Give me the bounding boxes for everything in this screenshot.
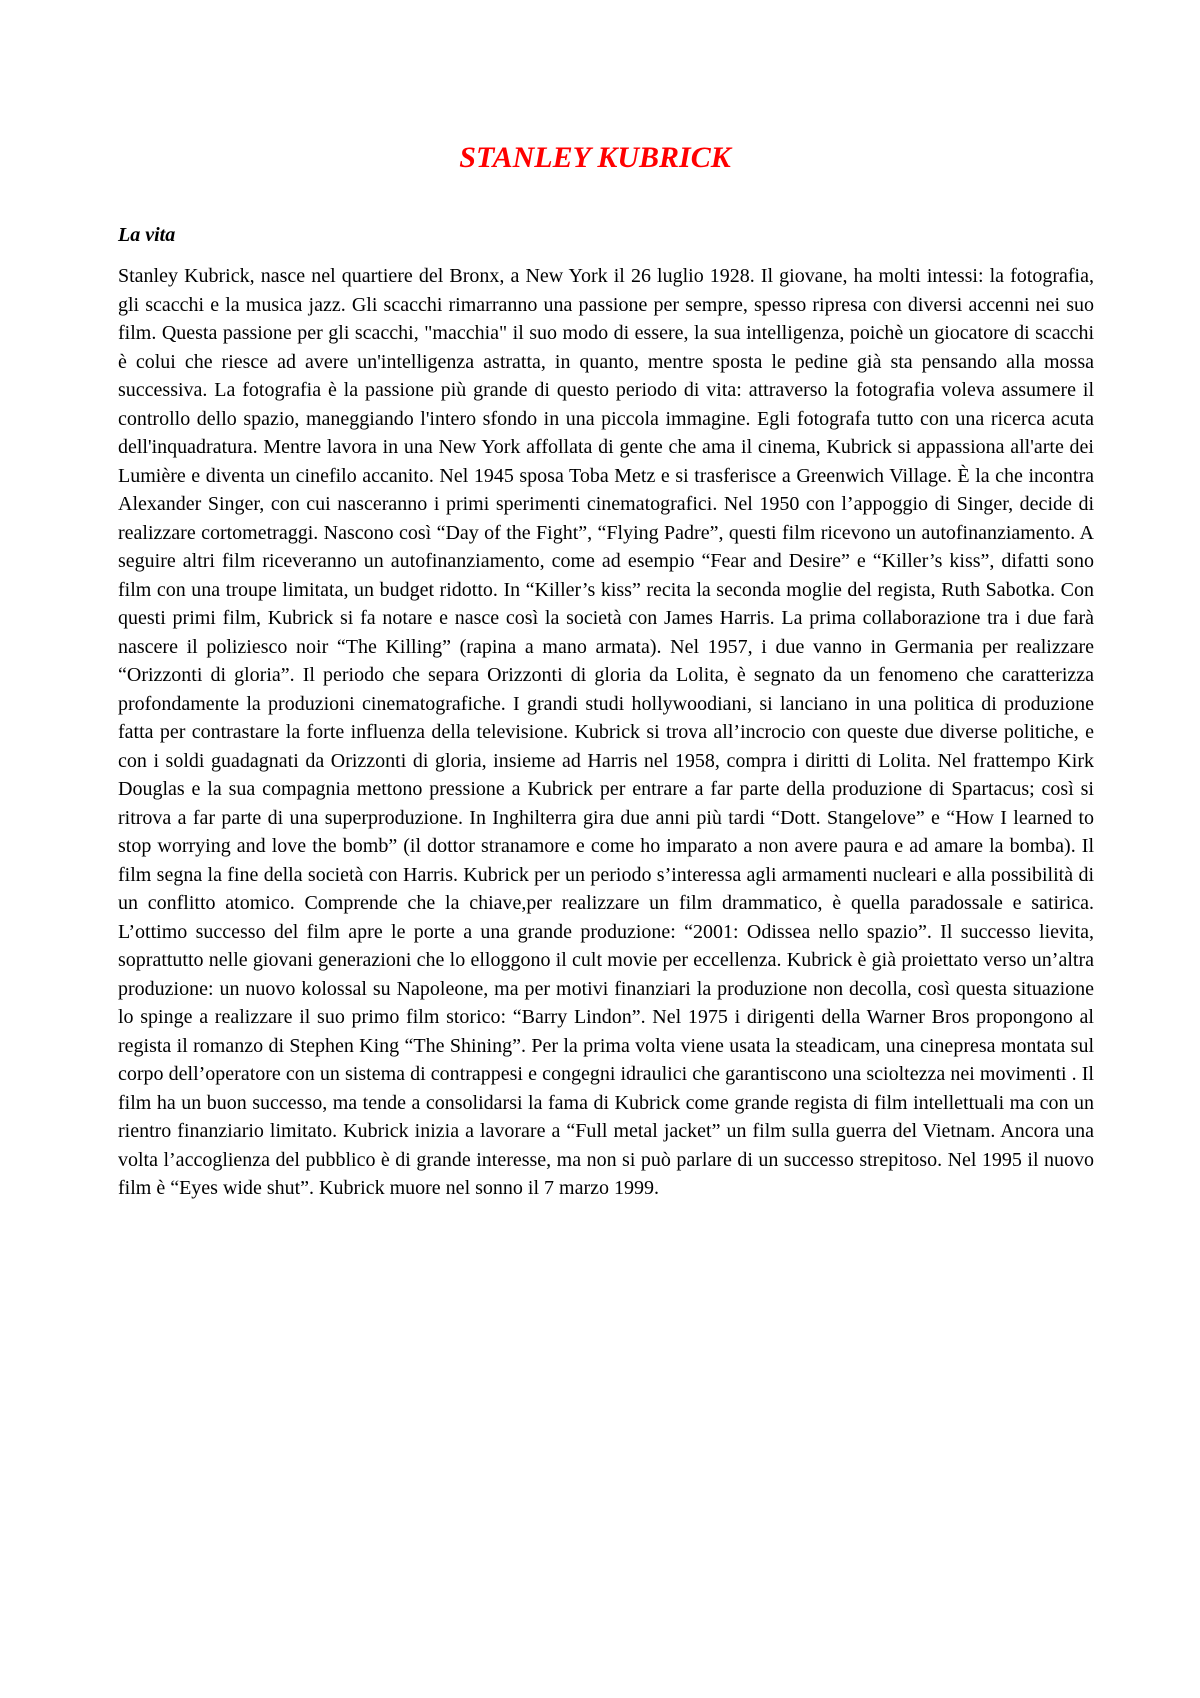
body-paragraph: Stanley Kubrick, nasce nel quartiere del Bronx, a New York il 26 luglio 1928. Il giovane, ha molti intessi: la fotografia, gli scacchi e la musica jazz. Gli scacchi rimarranno una passione per sempre, spesso ripresa con diversi accenni nei suo film. Questa passione per gli scacchi, "macchia" il suo modo di essere, la sua intelligenza, poichè un giocatore di scacchi è colui che riesce ad avere un'intelligenza astratta, in quanto, mentre sposta le pedine già sta pensando alla mossa successiva. La fotografia è la passione più grande di questo periodo di vita: attraverso la fotografia voleva assumere il controllo dello spazio, maneggiando l'intero sfondo in una piccola immagine. Egli fotografa tutto con una ricerca acuta dell'inquadratura. Mentre lavora in una New York affollata di gente che ama il cinema, Kubrick si appassiona all'arte dei Lumière e diventa un cinefilo accanito. Nel 1945 sposa Toba Metz e si trasferisce a Greenwich Village. È la che incontra Alexander Singer, con cui nasceranno i primi sperimenti cinematografici. Nel 1950 con l’appoggio di Singer, decide di realizzare cortometraggi. Nascono così “Day of the Fight”, “Flying Padre”, questi film ricevono un autofinanziamento. A seguire altri film riceveranno un autofinanziamento, come ad esempio “Fear and Desire” e “Killer’s kiss”, difatti sono film con una troupe limitata, un budget ridotto. In “Killer’s kiss” recita la seconda moglie del regista, Ruth Sabotka. Con questi primi film, Kubrick si fa notare e nasce così la società con James Harris. La prima collaborazione tra i due farà nascere il poliziesco noir “The Killing” (rapina a mano armata). Nel 1957, i due vanno in Germania per realizzare “Orizzonti di gloria”. Il periodo che separa Orizzonti di gloria da Lolita, è segnato da un fenomeno che caratterizza profondamente la produzioni cinematografiche. I grandi studi hollywoodiani, si lanciano in una politica di produzione fatta per contrastare la forte influenza della televisione. Kubrick si trova all’incrocio con queste due diverse politiche, e con i soldi guadagnati da Orizzonti di gloria, insieme ad Harris nel 1958, compra i diritti di Lolita. Nel frattempo Kirk Douglas e la sua compagnia mettono pressione a Kubrick per entrare a far parte della produzione di Spartacus; così si ritrova a far parte di una superproduzione. In Inghilterra gira due anni più tardi “Dott. Stangelove” e “How I learned to stop worrying and love the bomb” (il dottor stranamore e come ho imparato a non avere paura e ad amare la bomba). Il film segna la fine della società con Harris. Kubrick per un periodo s’interessa agli armamenti nucleari e alla possibilità di un conflitto atomico. Comprende che la chiave,per realizzare un film drammatico, è quella paradossale e satirica. L’ottimo successo del film apre le porte a una grande produzione: “2001: Odissea nello spazio”. Il successo lievita, soprattutto nelle giovani generazioni che lo elloggono il cult movie per eccellenza. Kubrick è già proiettato verso un’altra produzione: un nuovo kolossal su Napoleone, ma per motivi finanziari la produzione non decolla, così questa situazione lo spinge a realizzare il suo primo film storico: “Barry Lindon”. Nel 1975 i dirigenti della Warner Bros propongono al regista il romanzo di Stephen King “The Shining”. Per la prima volta viene usata la steadicam, una cinepresa montata sul corpo dell’operatore con un sistema di contrappesi e congegni idraulici che garantiscono una scioltezza nei movimenti . Il film ha un buon successo, ma tende a consolidarsi la fama di Kubrick come grande regista di film intellettuali ma con un rientro finanziario limitato. Kubrick inizia a lavorare a “Full metal jacket” un film sulla guerra del Vietnam. Ancora una volta l’accoglienza del pubblico è di grande interesse, ma non si può parlare di un successo strepitoso. Nel 1995 il nuovo film è “Eyes wide shut”. Kubrick muore nel sonno il 7 marzo 1999. — [118, 265, 1094, 1199]
section-heading: La vita — [118, 224, 176, 246]
document-title: STANLEY KUBRICK — [459, 141, 731, 174]
